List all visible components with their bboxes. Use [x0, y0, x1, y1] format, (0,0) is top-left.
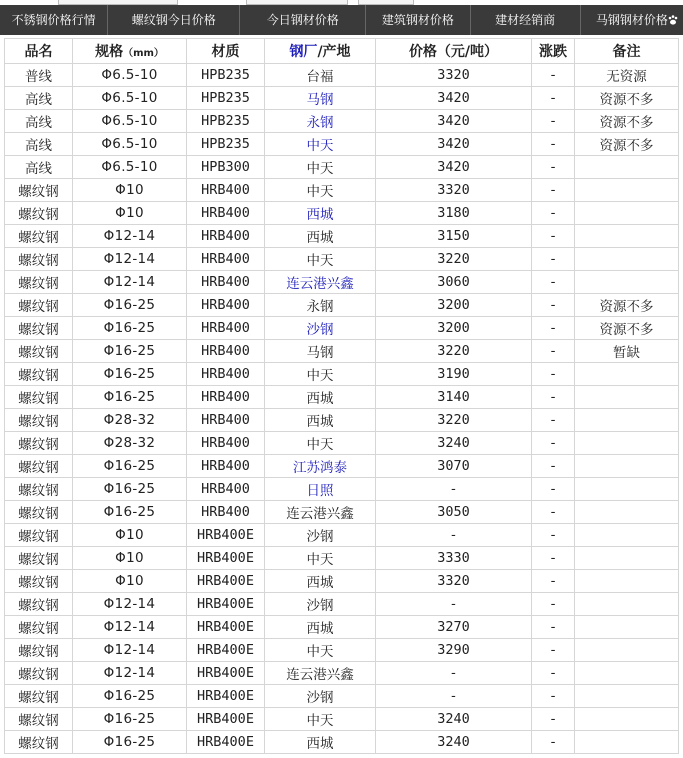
cell-spec: Φ10 [73, 202, 187, 225]
cell-material: HRB400 [187, 478, 265, 501]
cell-note [575, 248, 679, 271]
cell-note [575, 662, 679, 685]
cell-name: 螺纹钢 [5, 455, 73, 478]
table-row [5, 248, 679, 271]
cell-material: HRB400 [187, 432, 265, 455]
cell-material: HRB400E [187, 570, 265, 593]
nav-link-4[interactable] [471, 5, 581, 35]
cell-note [575, 685, 679, 708]
nav-link-label: 马钢钢材价格 [595, 13, 668, 27]
cell-spec: Φ6.5-10 [73, 133, 187, 156]
cell-note [575, 202, 679, 225]
cell-origin: 中天 [265, 708, 376, 731]
table-row [5, 455, 679, 478]
cell-name: 螺纹钢 [5, 179, 73, 202]
cell-spec: Φ16-25 [73, 501, 187, 524]
cell-material: HRB400 [187, 248, 265, 271]
cell-spec: Φ16-25 [73, 363, 187, 386]
cell-price: 3420 [376, 110, 532, 133]
table-row [5, 271, 679, 294]
cell-material: HPB235 [187, 64, 265, 87]
cell-note [575, 455, 679, 478]
cell-spec: Φ16-25 [73, 731, 187, 754]
cell-change: - [532, 478, 575, 501]
header-spec-label: 规格 [95, 44, 124, 60]
cell-name: 螺纹钢 [5, 731, 73, 754]
cell-origin: 沙钢 [265, 524, 376, 547]
table-row [5, 225, 679, 248]
table-row [5, 570, 679, 593]
cell-origin: 永钢 [265, 294, 376, 317]
cell-note [575, 731, 679, 754]
cell-origin[interactable]: 沙钢 [265, 317, 376, 340]
table-header-row [5, 39, 679, 64]
cell-material: HRB400 [187, 455, 265, 478]
cell-material: HRB400 [187, 386, 265, 409]
table-row [5, 409, 679, 432]
header-price: 价格（元/吨） [376, 39, 532, 64]
cell-material: HRB400E [187, 662, 265, 685]
cell-change: - [532, 731, 575, 754]
nav-link-label: 螺纹钢今日价格 [131, 13, 216, 27]
cell-note: 资源不多 [575, 87, 679, 110]
cell-origin[interactable]: 中天 [265, 133, 376, 156]
cell-price: - [376, 593, 532, 616]
cell-name: 螺纹钢 [5, 340, 73, 363]
cell-name: 螺纹钢 [5, 317, 73, 340]
cell-change: - [532, 501, 575, 524]
cell-spec: Φ16-25 [73, 708, 187, 731]
steel-price-table [4, 38, 679, 754]
cell-price: 3320 [376, 179, 532, 202]
cell-price: 3200 [376, 317, 532, 340]
paw-icon [667, 14, 679, 26]
cell-material: HRB400E [187, 731, 265, 754]
cell-price: 3180 [376, 202, 532, 225]
cell-price: 3330 [376, 547, 532, 570]
cell-origin: 西城 [265, 616, 376, 639]
cell-spec: Φ16-25 [73, 478, 187, 501]
cell-material: HRB400E [187, 616, 265, 639]
nav-link-label: 建筑钢材价格 [381, 13, 454, 27]
cell-origin: 西城 [265, 386, 376, 409]
cell-name: 螺纹钢 [5, 386, 73, 409]
cell-price: - [376, 662, 532, 685]
cell-material: HRB400 [187, 363, 265, 386]
cell-note [575, 225, 679, 248]
cell-origin: 西城 [265, 409, 376, 432]
cell-name: 螺纹钢 [5, 248, 73, 271]
cell-spec: Φ6.5-10 [73, 156, 187, 179]
table-row [5, 478, 679, 501]
cell-change: - [532, 616, 575, 639]
cell-spec: Φ6.5-10 [73, 64, 187, 87]
cell-spec: Φ16-25 [73, 386, 187, 409]
cell-name: 螺纹钢 [5, 225, 73, 248]
table-row [5, 179, 679, 202]
cell-material: HRB400E [187, 639, 265, 662]
cell-note [575, 524, 679, 547]
cell-material: HRB400 [187, 409, 265, 432]
cell-origin: 台福 [265, 64, 376, 87]
cell-material: HRB400 [187, 225, 265, 248]
cell-spec: Φ16-25 [73, 455, 187, 478]
cell-change: - [532, 294, 575, 317]
cell-material: HRB400 [187, 271, 265, 294]
cell-material: HRB400E [187, 547, 265, 570]
cell-change: - [532, 87, 575, 110]
cell-name: 螺纹钢 [5, 570, 73, 593]
cell-note [575, 570, 679, 593]
cell-name: 高线 [5, 156, 73, 179]
category-nav-bar [0, 5, 683, 35]
cell-price: 3140 [376, 386, 532, 409]
cell-origin: 中天 [265, 363, 376, 386]
cell-price: 3240 [376, 708, 532, 731]
cell-origin: 中天 [265, 432, 376, 455]
cell-change: - [532, 271, 575, 294]
cell-price: 3060 [376, 271, 532, 294]
cell-change: - [532, 317, 575, 340]
table-row [5, 64, 679, 87]
cell-change: - [532, 409, 575, 432]
cell-price: 3070 [376, 455, 532, 478]
cell-name: 螺纹钢 [5, 685, 73, 708]
cell-change: - [532, 386, 575, 409]
table-row [5, 386, 679, 409]
cell-origin: 中天 [265, 179, 376, 202]
cell-name: 螺纹钢 [5, 294, 73, 317]
cell-note: 资源不多 [575, 110, 679, 133]
cell-change: - [532, 202, 575, 225]
table-row [5, 685, 679, 708]
cell-price: 3240 [376, 731, 532, 754]
header-note: 备注 [575, 39, 679, 64]
cell-material: HRB400E [187, 708, 265, 731]
cell-change: - [532, 133, 575, 156]
nav-link-1[interactable] [108, 5, 240, 35]
cell-note [575, 593, 679, 616]
cell-note [575, 156, 679, 179]
cell-change: - [532, 455, 575, 478]
cell-note [575, 432, 679, 455]
cell-price: 3220 [376, 248, 532, 271]
cell-spec: Φ10 [73, 524, 187, 547]
table-row [5, 340, 679, 363]
cell-material: HRB400 [187, 501, 265, 524]
cell-origin[interactable]: 连云港兴鑫 [265, 271, 376, 294]
cell-material: HRB400 [187, 294, 265, 317]
cell-note [575, 708, 679, 731]
cell-name: 螺纹钢 [5, 708, 73, 731]
cell-change: - [532, 570, 575, 593]
cell-spec: Φ12-14 [73, 616, 187, 639]
table-row [5, 317, 679, 340]
cell-material: HRB400 [187, 179, 265, 202]
cell-name: 螺纹钢 [5, 363, 73, 386]
cell-price: 3320 [376, 64, 532, 87]
cell-name: 螺纹钢 [5, 478, 73, 501]
cell-price: - [376, 478, 532, 501]
header-change: 涨跌 [532, 39, 575, 64]
cell-name: 螺纹钢 [5, 202, 73, 225]
cell-name: 普线 [5, 64, 73, 87]
cell-material: HRB400 [187, 317, 265, 340]
cell-name: 螺纹钢 [5, 616, 73, 639]
nav-link-label: 建材经销商 [495, 13, 556, 27]
cell-material: HPB235 [187, 110, 265, 133]
cell-note [575, 363, 679, 386]
cell-spec: Φ16-25 [73, 317, 187, 340]
cell-spec: Φ6.5-10 [73, 87, 187, 110]
header-material: 材质 [187, 39, 265, 64]
cell-spec: Φ28-32 [73, 409, 187, 432]
cell-change: - [532, 225, 575, 248]
cell-price: 3200 [376, 294, 532, 317]
cell-price: 3240 [376, 432, 532, 455]
table-row [5, 662, 679, 685]
cell-price: 3420 [376, 133, 532, 156]
cell-change: - [532, 179, 575, 202]
table-row [5, 156, 679, 179]
cell-spec: Φ12-14 [73, 225, 187, 248]
cell-change: - [532, 708, 575, 731]
cell-name: 高线 [5, 110, 73, 133]
cell-price: 3270 [376, 616, 532, 639]
table-row [5, 616, 679, 639]
cell-name: 高线 [5, 133, 73, 156]
table-row [5, 432, 679, 455]
cell-change: - [532, 639, 575, 662]
cell-origin[interactable]: 马钢 [265, 87, 376, 110]
table-row [5, 593, 679, 616]
cell-material: HPB235 [187, 87, 265, 110]
header-mill-link[interactable]: 钢厂 [289, 44, 318, 60]
table-row [5, 133, 679, 156]
cell-origin: 中天 [265, 639, 376, 662]
cell-price: 3290 [376, 639, 532, 662]
header-name: 品名 [5, 39, 73, 64]
cell-material: HRB400 [187, 202, 265, 225]
cell-change: - [532, 248, 575, 271]
cell-spec: Φ12-14 [73, 271, 187, 294]
cell-name: 螺纹钢 [5, 547, 73, 570]
cell-origin: 中天 [265, 547, 376, 570]
cell-name: 螺纹钢 [5, 524, 73, 547]
cell-name: 螺纹钢 [5, 593, 73, 616]
cell-note [575, 386, 679, 409]
cell-material: HPB235 [187, 133, 265, 156]
table-row [5, 87, 679, 110]
cell-price: - [376, 685, 532, 708]
cell-origin[interactable]: 西城 [265, 202, 376, 225]
table-row [5, 731, 679, 754]
cell-spec: Φ16-25 [73, 340, 187, 363]
cell-note: 暂缺 [575, 340, 679, 363]
cell-note [575, 501, 679, 524]
cell-spec: Φ12-14 [73, 593, 187, 616]
cell-change: - [532, 593, 575, 616]
nav-link-3[interactable] [366, 5, 470, 35]
cell-note [575, 271, 679, 294]
cell-change: - [532, 685, 575, 708]
nav-link-label: 不锈钢价格行情 [11, 13, 96, 27]
cell-note: 无资源 [575, 64, 679, 87]
cell-note [575, 409, 679, 432]
table-row [5, 547, 679, 570]
cell-spec: Φ28-32 [73, 432, 187, 455]
cell-change: - [532, 432, 575, 455]
cell-origin: 西城 [265, 225, 376, 248]
cell-origin: 连云港兴鑫 [265, 501, 376, 524]
cell-name: 螺纹钢 [5, 409, 73, 432]
cell-note [575, 179, 679, 202]
cell-origin[interactable]: 日照 [265, 478, 376, 501]
cell-material: HPB300 [187, 156, 265, 179]
cell-price: - [376, 524, 532, 547]
cell-spec: Φ12-14 [73, 248, 187, 271]
cell-name: 螺纹钢 [5, 501, 73, 524]
cell-material: HRB400E [187, 593, 265, 616]
table-row [5, 202, 679, 225]
cell-change: - [532, 547, 575, 570]
cell-price: 3220 [376, 340, 532, 363]
cell-change: - [532, 156, 575, 179]
cell-change: - [532, 524, 575, 547]
cell-price: 3420 [376, 156, 532, 179]
cell-note: 资源不多 [575, 133, 679, 156]
cell-price: 3150 [376, 225, 532, 248]
cell-origin: 马钢 [265, 340, 376, 363]
cell-name: 螺纹钢 [5, 432, 73, 455]
cell-price: 3420 [376, 87, 532, 110]
cell-origin: 西城 [265, 731, 376, 754]
cell-change: - [532, 64, 575, 87]
cell-spec: Φ10 [73, 570, 187, 593]
header-origin [265, 39, 376, 64]
nav-link-label: 今日钢材价格 [266, 13, 339, 27]
cell-price: 3220 [376, 409, 532, 432]
table-row [5, 639, 679, 662]
cell-name: 螺纹钢 [5, 662, 73, 685]
cell-spec: Φ16-25 [73, 685, 187, 708]
table-row [5, 524, 679, 547]
cell-origin[interactable]: 永钢 [265, 110, 376, 133]
cell-origin: 西城 [265, 570, 376, 593]
cell-origin[interactable]: 江苏鸿泰 [265, 455, 376, 478]
table-row [5, 363, 679, 386]
cell-name: 螺纹钢 [5, 271, 73, 294]
cell-price: 3050 [376, 501, 532, 524]
cell-change: - [532, 662, 575, 685]
table-row [5, 501, 679, 524]
cell-material: HRB400 [187, 340, 265, 363]
nav-link-2[interactable] [240, 5, 366, 35]
cell-change: - [532, 340, 575, 363]
cell-name: 螺纹钢 [5, 639, 73, 662]
cell-origin: 连云港兴鑫 [265, 662, 376, 685]
cell-spec: Φ6.5-10 [73, 110, 187, 133]
cell-note: 资源不多 [575, 294, 679, 317]
cell-spec: Φ12-14 [73, 662, 187, 685]
header-origin-label: /产地 [317, 44, 351, 60]
cell-spec: Φ10 [73, 179, 187, 202]
cell-origin: 沙钢 [265, 685, 376, 708]
cell-spec: Φ16-25 [73, 294, 187, 317]
header-spec [73, 39, 187, 64]
cell-origin: 沙钢 [265, 593, 376, 616]
cell-note [575, 639, 679, 662]
cell-origin: 中天 [265, 156, 376, 179]
cell-note [575, 547, 679, 570]
cell-origin: 中天 [265, 248, 376, 271]
cell-spec: Φ12-14 [73, 639, 187, 662]
nav-link-0[interactable] [0, 5, 108, 35]
header-spec-unit: （mm） [123, 48, 164, 59]
cell-price: 3320 [376, 570, 532, 593]
cell-note [575, 478, 679, 501]
cell-change: - [532, 110, 575, 133]
cell-price: 3190 [376, 363, 532, 386]
cell-change: - [532, 363, 575, 386]
nav-link-5[interactable] [581, 5, 683, 35]
cell-name: 高线 [5, 87, 73, 110]
cell-spec: Φ10 [73, 547, 187, 570]
cell-note: 资源不多 [575, 317, 679, 340]
cell-material: HRB400E [187, 524, 265, 547]
cell-material: HRB400E [187, 685, 265, 708]
table-row [5, 294, 679, 317]
table-row [5, 110, 679, 133]
cell-note [575, 616, 679, 639]
table-row [5, 708, 679, 731]
